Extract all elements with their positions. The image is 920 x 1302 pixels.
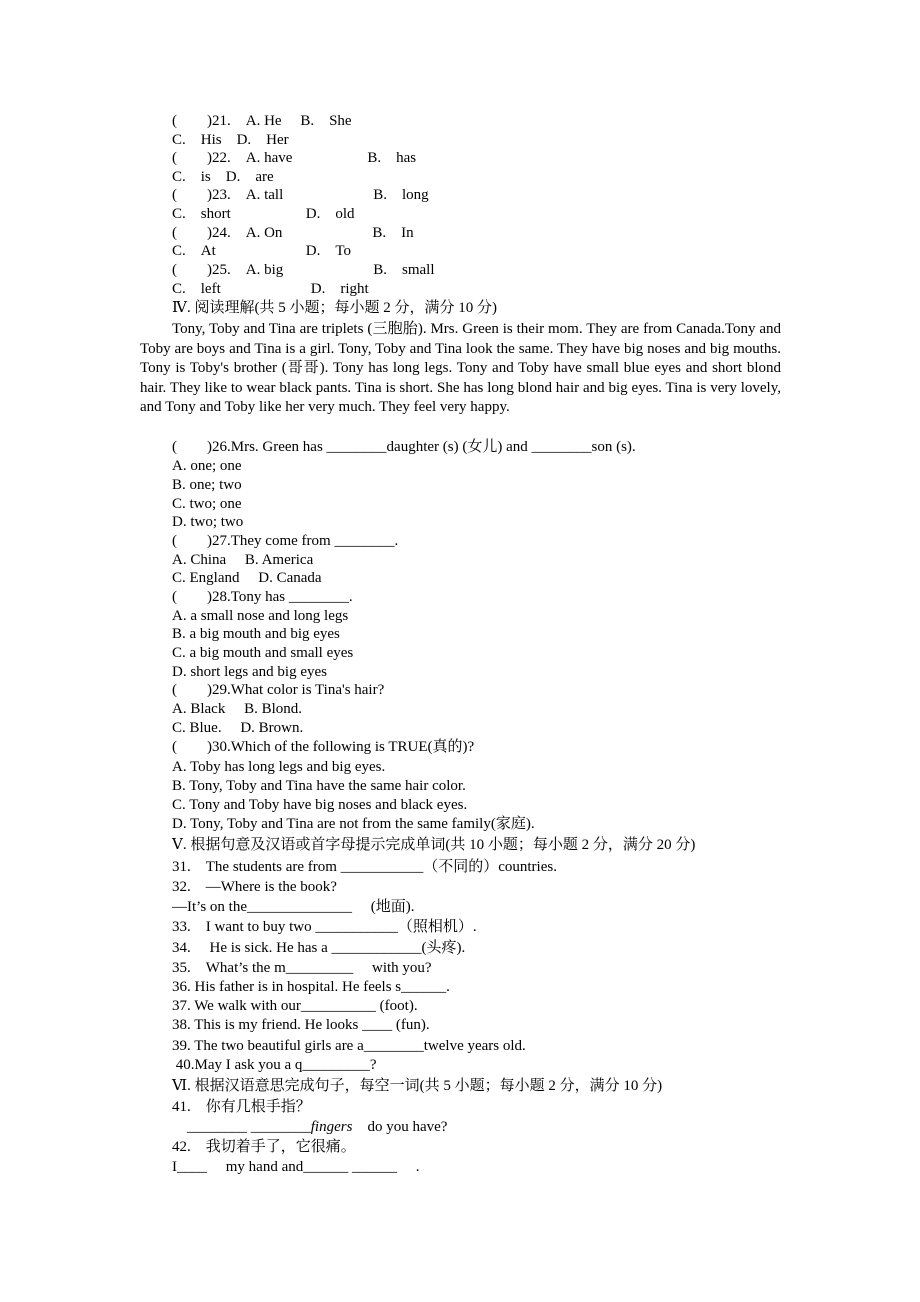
question-line: ( )30.Which of the following is TRUE(真的)? [172, 739, 475, 755]
vocab-line: 36. His father is in hospital. He feels s______. [172, 979, 450, 995]
option-line: A. one; one [172, 458, 242, 474]
cloze-line: C. His D. Her [172, 132, 289, 148]
option-line: C. Tony and Toby have big noses and black eyes. [172, 797, 468, 813]
vocab-line: 32. —Where is the book? [172, 879, 337, 895]
vocab-line: 31. The students are from ___________（不同的）countries. [172, 859, 557, 875]
option-line: A. China B. America [172, 552, 314, 568]
cloze-line: ( )25. A. big B. small [172, 262, 435, 278]
option-line: C. a big mouth and small eyes [172, 645, 354, 661]
option-line: A. Black B. Blond. [172, 701, 302, 717]
question-line: ( )28.Tony has ________. [172, 589, 353, 605]
vocab-line: 34. He is sick. He has a ____________(头疼). [172, 940, 466, 956]
option-line: B. one; two [172, 477, 242, 493]
q41-answer [172, 1118, 447, 1137]
cloze-line: ( )24. A. On B. In [172, 225, 414, 241]
section-4-heading: Ⅳ. 阅读理解(共 5 小题；每小题 2 分，满分 10 分) [172, 300, 497, 316]
option-line: C. Blue. D. Brown. [172, 720, 304, 736]
cloze-line: C. At D. To [172, 243, 351, 259]
q41-rest: do you have? [352, 1119, 448, 1135]
section-5-heading: Ⅴ. 根据句意及汉语或首字母提示完成单词(共 10 小题；每小题 2 分，满分 20 分) [172, 837, 696, 853]
vocab-line: 33. I want to buy two ___________（照相机）. [172, 919, 477, 935]
option-line: A. Toby has long legs and big eyes. [172, 759, 386, 775]
vocab-line: —It’s on the______________ (地面). [172, 899, 415, 915]
vocab-line: 37. We walk with our__________ (foot). [172, 998, 418, 1014]
cloze-line: ( )23. A. tall B. long [172, 187, 429, 203]
cloze-line: C. short D. old [172, 206, 355, 222]
option-line: C. England D. Canada [172, 570, 322, 586]
option-line: D. two; two [172, 514, 244, 530]
cloze-line: C. left D. right [172, 281, 369, 297]
q41-prompt: 41. 你有几根手指？ [172, 1099, 311, 1115]
q42-prompt: 42. 我切着手了，它很痛。 [172, 1139, 356, 1155]
section-6-heading: Ⅵ. 根据汉语意思完成句子，每空一词(共 5 小题；每小题 2 分，满分 10 分) [172, 1078, 663, 1094]
q41-blanks: ________ ________ [172, 1119, 311, 1135]
vocab-line: 38. This is my friend. He looks ____ (fun). [172, 1017, 430, 1033]
cloze-line: ( )22. A. have B. has [172, 150, 417, 166]
vocab-line: 35. What’s the m_________ with you? [172, 960, 432, 976]
option-line: B. Tony, Toby and Tina have the same hair color. [172, 778, 466, 794]
option-line: A. a small nose and long legs [172, 608, 349, 624]
vocab-line: 40.May I ask you a q_________? [172, 1057, 377, 1073]
option-line: B. a big mouth and big eyes [172, 626, 340, 642]
question-line: ( )26.Mrs. Green has ________daughter (s) (女儿) and ________son (s). [172, 439, 636, 455]
option-line: D. Tony, Toby and Tina are not from the same family(家庭). [172, 816, 535, 832]
question-line: ( )27.They come from ________. [172, 533, 399, 549]
option-line: D. short legs and big eyes [172, 664, 327, 680]
option-line: C. two; one [172, 496, 242, 512]
question-line: ( )29.What color is Tina's hair? [172, 682, 385, 698]
vocab-line: 39. The two beautiful girls are a________twelve years old. [172, 1038, 526, 1054]
reading-passage: Tony, Toby and Tina are triplets (三胞胎). Mrs. Green is their mom. They are from Canada.Tony and Toby are boys and Tina is a girl. Tony, Toby and Tina look the same. They have big noses and big mouths. Tony is Toby's brother (哥哥). Tony has long legs. Tony and Toby have small blue eyes and short blond hair. They like to wear black pants. Tina is short. She has long blond hair and big eyes. Tina is very lovely, and Tony and Toby like her very much. They feel very happy. [140, 321, 781, 416]
cloze-line: C. is D. are [172, 169, 274, 185]
q42-answer: I____ my hand and______ ______ . [172, 1159, 420, 1175]
cloze-line: ( )21. A. He B. She [172, 113, 352, 129]
q41-italic-word: fingers [310, 1119, 353, 1135]
